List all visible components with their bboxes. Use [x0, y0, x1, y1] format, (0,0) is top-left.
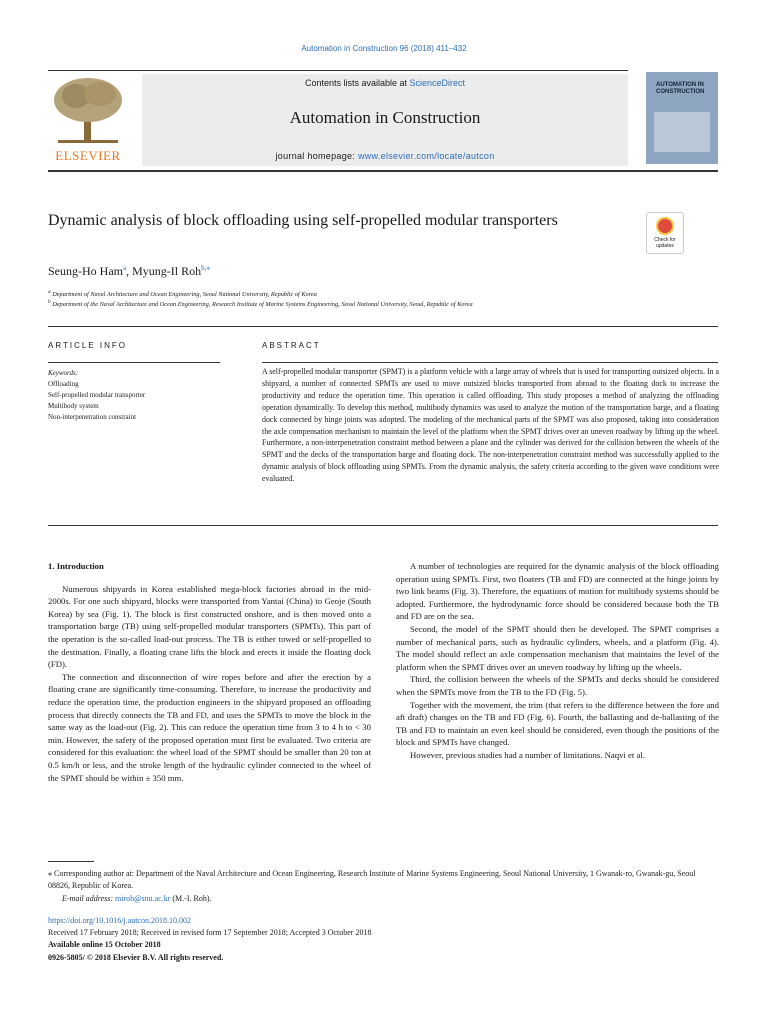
journal-cover-image[interactable]: [646, 72, 718, 164]
affiliation-mark: b: [48, 299, 51, 305]
keyword-item: Self-propelled modular transporter: [48, 391, 146, 399]
cover-title: AUTOMATION IN CONSTRUCTION: [656, 82, 705, 95]
author-name: Myung-Il Roh: [132, 264, 202, 278]
contents-prefix: Contents lists available at: [304, 78, 410, 88]
affiliation-a: [48, 289, 317, 298]
email-suffix: (M.-I. Roh).: [170, 894, 212, 903]
section-rule: [48, 326, 718, 327]
body-paragraph: Second, the model of the SPMT should then be developed. The SPMT comprises a number of mechanical parts, such as hydraulic cylinders, wheels, and a platform (Fig. 4). The model should reflect an axle compensation mechanism that maintains the level of the platform when the SPMT drives over an uneven roadway by lifting up the wheels.: [396, 623, 719, 672]
body-paragraph: Numerous shipyards in Korea established mega-block factories abroad in the mid-2000s. For one such shipyard, blocks were transported from Yantai (China) to Geoje (South Korea) by sea (Fig. 1). The block is first constructed onshore, and is then moved onto a transportation barge (TB) using self-propelled modular transporters (SPMTs). This part of the operation is the so-called load-out process. The TB is either towed or self-propelled to the destination. Finally, a floating crane lifts the block and erects it inside the floating dock (FD).: [48, 583, 371, 670]
journal-name: Automation in Construction: [289, 108, 481, 127]
copyright-line: 0926-5805/ © 2018 Elsevier B.V. All rights reserved.: [48, 953, 224, 962]
crossmark-label: Check for updates: [654, 237, 676, 249]
available-online: Available online 15 October 2018: [48, 940, 161, 949]
crossmark-icon: [656, 217, 674, 235]
publisher-name: ELSEVIER: [55, 148, 121, 163]
contents-line: [142, 78, 628, 88]
affiliation-b: [48, 299, 473, 308]
header-bottom-rule: [48, 170, 718, 172]
footnote-rule: [48, 861, 94, 862]
body-paragraph: A number of technologies are required for the dynamic analysis of the block offloading operation using SPMTs. First, two floaters (TB and FD) are connected at the hinge joints by two link beams (Fig. 3). Therefore, the equations of motion for multibody systems should be adopted. Furthermore, the hydrodynamic force should be considered because both the TB and FD are on the sea.: [396, 561, 719, 622]
abstract-text: A self-propelled modular transporter (SPMT) is a platform vehicle with a large array of wheels that is used for transporting outsized objects. In a shipyard, a number of connected SPMTs are used to move outsized blocks transported from abroad to the floating dock to increase the productivity and reduce the operation time. This operation is called offloading. This study proposes a method of analyzing the offloading operation dynamically. To develop this method, multibody dynamics was used to analyze the motion of the transportation barge, and a floating dock connected by hinge joints was adopted. The modeling of the mechanical parts of the SPMT was also proposed, taking into consideration the axle compensation mechanism to maintain the level of the platform when the SPMT drives over an uneven roadway by lifting up the wheel. Furthermore, a non-interpenetration constraint method between a plane and the cylinder was derived for the collision between the wheels of the SPMT and the decks of the transportation barge and floating dock. The non-interpenetration constraint method was successfully applied to the dynamic analysis of block offloading using SPMTs. From the dynamic analysis, the safety criteria according to the given wave conditions were evaluated.: [262, 367, 719, 484]
author-affiliation-mark[interactable]: b,⁎: [201, 264, 210, 272]
journal-reference[interactable]: Automation in Construction 96 (2018) 411–432: [301, 44, 467, 53]
homepage-line: [142, 151, 628, 161]
body-paragraph: However, previous studies had a number of limitations. Naqvi et al.: [410, 749, 645, 760]
homepage-link[interactable]: www.elsevier.com/locate/autcon: [357, 151, 495, 161]
abstract-heading: ABSTRACT: [262, 341, 321, 350]
sciencedirect-link[interactable]: ScienceDirect: [409, 78, 466, 88]
article-info-rule: [48, 362, 220, 363]
received-dates: Received 17 February 2018; Received in revised form 17 September 2018; Accepted 3 October 2018: [48, 928, 372, 937]
abstract-rule: [262, 362, 718, 363]
affiliation-mark: a: [48, 289, 51, 295]
keyword-item: Multibody system: [48, 402, 99, 410]
doi-link[interactable]: https://doi.org/10.1016/j.autcon.2018.10.002: [48, 916, 191, 925]
body-paragraph: The connection and disconnection of wire ropes before and after the erection by a floating crane are significantly time-consuming. Therefore, to increase the productivity and reduce the operation time, the production engineers in the shipyard proposed an offloading process that directly connects the TB and FD, and uses the SPMTs to move the block in the same way as the load-out (Fig. 2). This can reduce the operation time from 3 to 4 h to < 30 min. However, the safety of the proposed operation must first be evaluated. Two criteria are considered for this evaluation: the wheel load of the SPMT should be smaller than 20 ton at 0.5 km/h or less, and the stroke length of the hydraulic cylinder connected to the wheel of the SPMT should be within ± 350 mm.: [48, 671, 371, 783]
abstract-bottom-rule: [48, 525, 718, 526]
left-column: [48, 560, 371, 784]
keyword-item: Non-interpenetration constraint: [48, 413, 137, 421]
author-name: Seung-Ho Ham: [48, 264, 123, 278]
body-paragraph: Third, the collision between the wheels of the SPMTs and decks should be considered when the SPMTs move from the TB to the FD (Fig. 5).: [396, 674, 719, 697]
author-affiliation-mark[interactable]: a: [123, 264, 127, 272]
section-heading: 1. Introduction: [48, 561, 104, 571]
affiliation-text: Department of Naval Architecture and Ocean Engineering, Seoul National University, Republic of Korea: [52, 291, 317, 299]
keywords-label: Keywords:: [48, 369, 79, 377]
email-line: [48, 893, 732, 905]
corresponding-author-note: ⁎ Corresponding author at: Department of the Naval Architecture and Ocean Engineering, Research Institute of Marine Systems Engineering, Seoul National University, 1 Gwanak-ro, Gwanak-gu, Seoul 08826, Republic of Korea.: [48, 869, 696, 890]
affiliation-text: Department of the Naval Architecture and Ocean Engineering, Research Institute of Marine Systems Engineering, Seoul National University, Seoul, Republic of Korea: [52, 301, 473, 309]
right-column: [396, 560, 719, 762]
header-rule: [48, 70, 628, 71]
body-paragraph: Together with the movement, the trim (that refers to the difference between the fore and aft draft) changes on the TB and FD (Fig. 6). Fourth, the ballasting and de-ballasting of the TB and FD to maintain an even keel should be considered, even though the positions of the block and SPMTs have changed.: [396, 699, 719, 748]
author-list: Seung-Ho Ham$^a$, Myung-Il Roh$^{b,⁎}$: [48, 264, 210, 278]
paper-title: Dynamic analysis of block offloading using self-propelled modular transporters: [48, 212, 558, 229]
crossmark-badge[interactable]: [646, 212, 684, 254]
article-info-heading: ARTICLE INFO: [48, 341, 127, 350]
keyword-item: Offloading: [48, 380, 79, 388]
homepage-prefix: journal homepage:: [275, 151, 358, 161]
email-link[interactable]: miroh@snu.ac.kr: [115, 894, 171, 903]
email-label: E-mail address:: [62, 894, 116, 903]
